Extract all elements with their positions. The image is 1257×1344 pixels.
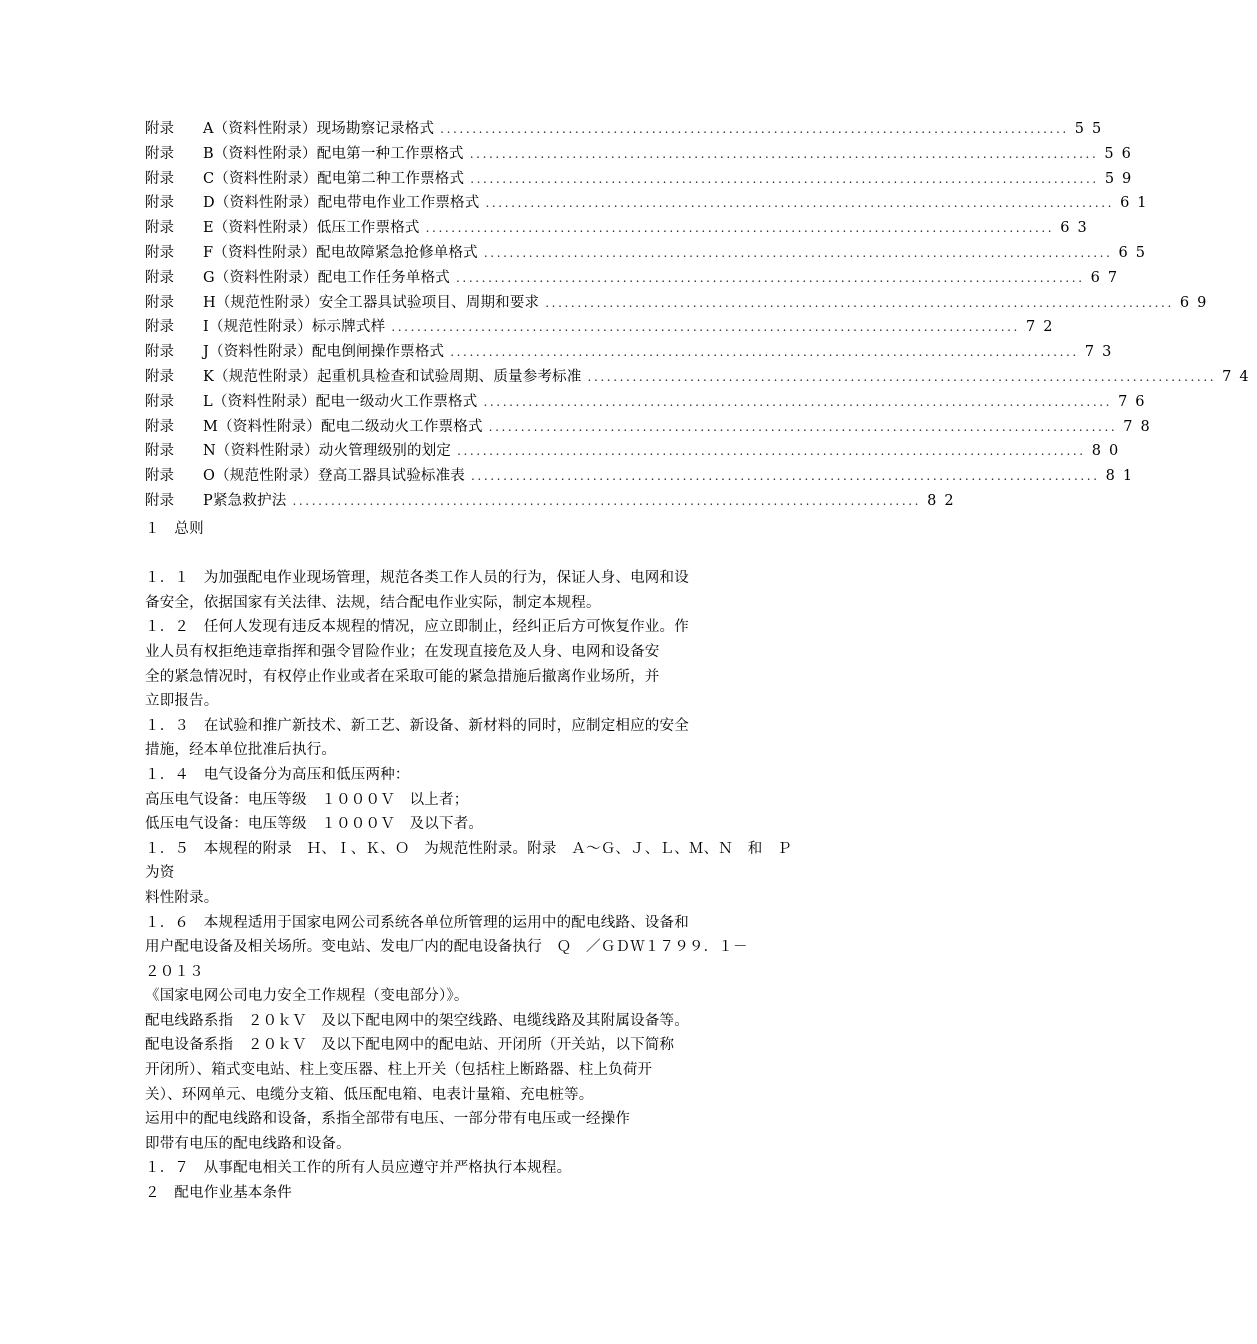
toc-entry-title: （资料性附录）动火管理级别的划定 [215, 443, 452, 460]
text-line: 关）、环网单元、电缆分支箱、低压配电箱、电表计量箱、充电桩等。 [145, 1086, 594, 1103]
toc-entry-page-number: 73 [1084, 344, 1120, 361]
text-line: 为资 [145, 865, 175, 882]
toc-entry-page-number: 80 [1091, 443, 1127, 460]
toc-dot-leader: .................................................................................................. [391, 320, 1020, 335]
toc-entry-prefix: 附录 [145, 145, 174, 162]
toc-entry-title: （资料性附录）配电工作任务单格式 [214, 269, 450, 286]
toc-entry-letter: O [203, 468, 216, 485]
toc-dot-leader: .................................................................................................. [488, 419, 1118, 434]
text-line: 开闭所）、箱式变电站、柱上变压器、柱上开关（包括柱上断路器、柱上负荷开 [145, 1062, 653, 1079]
text-line: 低压电气设备：电压等级 １０００Ｖ 及以下者。 [145, 816, 484, 833]
toc-dot-leader: .................................................................................................. [471, 469, 1100, 484]
text-line: 用户配电设备及相关场所。变电站、发电厂内的配电设备执行 Ｑ ／ＧＤＷ１７９９．１－ [145, 939, 748, 956]
toc-entry-letter: M [203, 418, 219, 435]
toc-entry[interactable] [145, 291, 1215, 316]
toc-entry-prefix: 附录 [145, 443, 174, 460]
toc-dot-leader: .................................................................................................. [292, 493, 922, 508]
text-line: １．４ 电气设备分为高压和低压两种： [145, 766, 410, 783]
toc-entry-page-number: 74 [1222, 368, 1257, 385]
toc-entry[interactable] [145, 315, 1061, 340]
toc-entry-page-number: 78 [1123, 418, 1158, 435]
toc-entry-page-number: 65 [1118, 244, 1153, 261]
text-line: 业人员有权拒绝违章指挥和强令冒险作业；在发现直接危及人身、电网和设备安 [145, 643, 660, 660]
toc-entry-prefix: 附录 [145, 319, 174, 336]
toc-entry-letter: C [203, 170, 215, 187]
toc-entry-letter: N [203, 443, 216, 460]
toc-entry-title: （资料性附录）配电二级动火工作票格式 [218, 418, 483, 435]
toc-dot-leader: .................................................................................................. [469, 146, 1099, 161]
text-line: １．７ 从事配电相关工作的所有人员应遵守并严格执行本规程。 [145, 1160, 572, 1177]
toc-entry-prefix: 附录 [145, 368, 174, 385]
toc-entry-letter: I [203, 319, 209, 336]
toc-dot-leader: .................................................................................................. [450, 345, 1079, 360]
toc-entry-letter: H [203, 294, 216, 311]
toc-entry-prefix: 附录 [145, 195, 174, 212]
text-line: 备安全，依据国家有关法律、法规，结合配电作业实际，制定本规程。 [145, 594, 601, 611]
toc-entry-prefix: 附录 [145, 269, 174, 286]
toc-entry-prefix: 附录 [145, 492, 174, 509]
text-line: １．３ 在试验和推广新技术、新工艺、新设备、新材料的同时，应制定相应的安全 [145, 717, 689, 734]
toc-dot-leader: .................................................................................................. [457, 444, 1086, 459]
text-line: １．１ 为加强配电作业现场管理，规范各类工作人员的行为，保证人身、电网和设 [145, 570, 689, 587]
toc-entry[interactable] [145, 191, 1155, 216]
toc-entry[interactable] [145, 340, 1120, 365]
toc-entry-letter: L [203, 393, 213, 410]
toc-entry[interactable] [145, 464, 1141, 489]
text-line: 高压电气设备：电压等级 １０００Ｖ 以上者； [145, 791, 469, 808]
toc-entry-page-number: 61 [1120, 195, 1155, 212]
text-line: 全的紧急情况时，有权停止作业或者在采取可能的紧急措施后撤离作业场所，并 [145, 668, 660, 685]
text-line: 《国家电网公司电力安全工作规程（变电部分）》。 [145, 988, 469, 1005]
toc-entry-title: （资料性附录）配电一级动火工作票格式 [212, 393, 478, 410]
toc-entry[interactable] [145, 439, 1127, 464]
text-line: 即带有电压的配电线路和设备。 [145, 1135, 351, 1152]
toc-entry-title: （规范性附录）安全工器具试验项目、周期和要求 [215, 294, 540, 311]
toc-entry-prefix: 附录 [145, 393, 174, 410]
toc-entry[interactable] [145, 117, 1110, 142]
toc-entry-letter: D [203, 195, 215, 212]
toc-dot-leader: .................................................................................................. [545, 295, 1174, 310]
toc-entry[interactable] [145, 390, 1153, 415]
text-line: 配电设备系指 ２０ｋＶ 及以下配电网中的配电站、开闭所（开关站，以下简称 [145, 1037, 675, 1054]
toc-dot-leader: .................................................................................................. [470, 171, 1099, 186]
toc-entry-prefix: 附录 [145, 170, 174, 187]
toc-dot-leader: .................................................................................................. [483, 245, 1113, 260]
text-line: 运用中的配电线路和设备，系指全部带有电压、一部分带有电压或一经操作 [145, 1111, 631, 1128]
toc-entry-prefix: 附录 [145, 294, 174, 311]
toc-entry-page-number: 76 [1118, 393, 1153, 410]
toc-entry-page-number: 59 [1104, 170, 1140, 187]
toc-entry-prefix: 附录 [145, 244, 174, 261]
toc-entry-title: （资料性附录）配电故障紧急抢修单格式 [213, 244, 478, 261]
toc-entry-letter: E [203, 220, 214, 237]
toc-entry-title: （资料性附录）现场勘察记录格式 [213, 121, 435, 137]
toc-entry-letter: J [203, 344, 210, 361]
text-line: 料性附录。 [145, 889, 219, 906]
toc-entry-letter: F [203, 244, 214, 261]
toc-entry-page-number: 72 [1025, 319, 1061, 336]
toc-entry-page-number: 63 [1060, 220, 1095, 237]
toc-dot-leader: .................................................................................................. [425, 221, 1055, 236]
toc-dot-leader: .................................................................................................. [485, 196, 1115, 211]
toc-entry[interactable] [145, 365, 1257, 390]
toc-entry-title: 紧急救护法 [212, 492, 287, 509]
toc-entry-prefix: 附录 [145, 121, 174, 137]
toc-entry-letter: K [203, 368, 215, 385]
toc-entry-title: （资料性附录）配电倒闸操作票格式 [209, 344, 445, 361]
appendix-toc [145, 117, 1257, 514]
toc-entry-prefix: 附录 [145, 468, 174, 485]
blank-line [145, 542, 825, 567]
text-line: １．６ 本规程适用于国家电网公司系统各单位所管理的运用中的配电线路、设备和 [145, 914, 689, 931]
body-text [145, 517, 825, 1206]
toc-entry-page-number: 55 [1074, 121, 1110, 137]
toc-entry[interactable] [145, 167, 1140, 192]
toc-entry[interactable] [145, 415, 1158, 440]
toc-entry[interactable] [145, 241, 1153, 266]
toc-entry[interactable] [145, 266, 1126, 291]
toc-entry-letter: A [203, 121, 214, 137]
toc-entry-letter: B [203, 145, 214, 162]
toc-dot-leader: .................................................................................................. [587, 369, 1217, 384]
toc-dot-leader: .................................................................................................. [483, 394, 1113, 409]
toc-entry[interactable] [145, 216, 1095, 241]
toc-entry-title: （资料性附录）配电第一种工作票格式 [213, 145, 464, 162]
toc-entry-title: （资料性附录）配电第二种工作票格式 [214, 170, 465, 187]
toc-entry-page-number: 67 [1090, 269, 1126, 286]
toc-entry[interactable] [145, 142, 1139, 167]
toc-entry[interactable] [145, 489, 962, 514]
toc-entry-prefix: 附录 [145, 220, 174, 237]
toc-entry-title: （规范性附录）登高工器具试验标准表 [215, 468, 465, 485]
text-line: ２ 配电作业基本条件 [145, 1185, 292, 1202]
text-line: １．５ 本规程的附录 Ｈ、Ｉ、Ｋ、Ｏ 为规范性附录。附录 Ａ～Ｇ、Ｊ、Ｌ、Ｍ、Ｎ 和 Ｐ [145, 840, 792, 857]
toc-dot-leader: .................................................................................................. [456, 270, 1085, 285]
toc-entry-prefix: 附录 [145, 418, 174, 435]
toc-entry-title: （规范性附录）标示牌式样 [208, 319, 386, 336]
text-line: １．２ 任何人发现有违反本规程的情况，应立即制止，经纠正后方可恢复作业。作 [145, 619, 689, 636]
toc-dot-leader: .................................................................................................. [440, 122, 1069, 136]
toc-entry-title: （规范性附录）起重机具检查和试验周期、质量参考标准 [214, 368, 582, 385]
toc-entry-letter: G [203, 269, 215, 286]
toc-entry-title: （资料性附录）配电带电作业工作票格式 [214, 195, 480, 212]
toc-entry-title: （资料性附录）低压工作票格式 [213, 220, 420, 237]
text-line: 措施，经本单位批准后执行。 [145, 742, 337, 759]
text-line: ２０１３ [145, 963, 204, 980]
toc-entry-page-number: 69 [1179, 294, 1215, 311]
text-line: 配电线路系指 ２０ｋＶ 及以下配电网中的架空线路、电缆线路及其附属设备等。 [145, 1012, 689, 1029]
text-line: 立即报告。 [145, 693, 219, 710]
toc-entry-letter: P [203, 492, 213, 509]
toc-entry-page-number: 81 [1105, 468, 1141, 485]
text-line: １ 总则 [145, 521, 204, 537]
toc-entry-page-number: 56 [1104, 145, 1139, 162]
toc-entry-prefix: 附录 [145, 344, 174, 361]
toc-entry-page-number: 82 [927, 492, 962, 509]
